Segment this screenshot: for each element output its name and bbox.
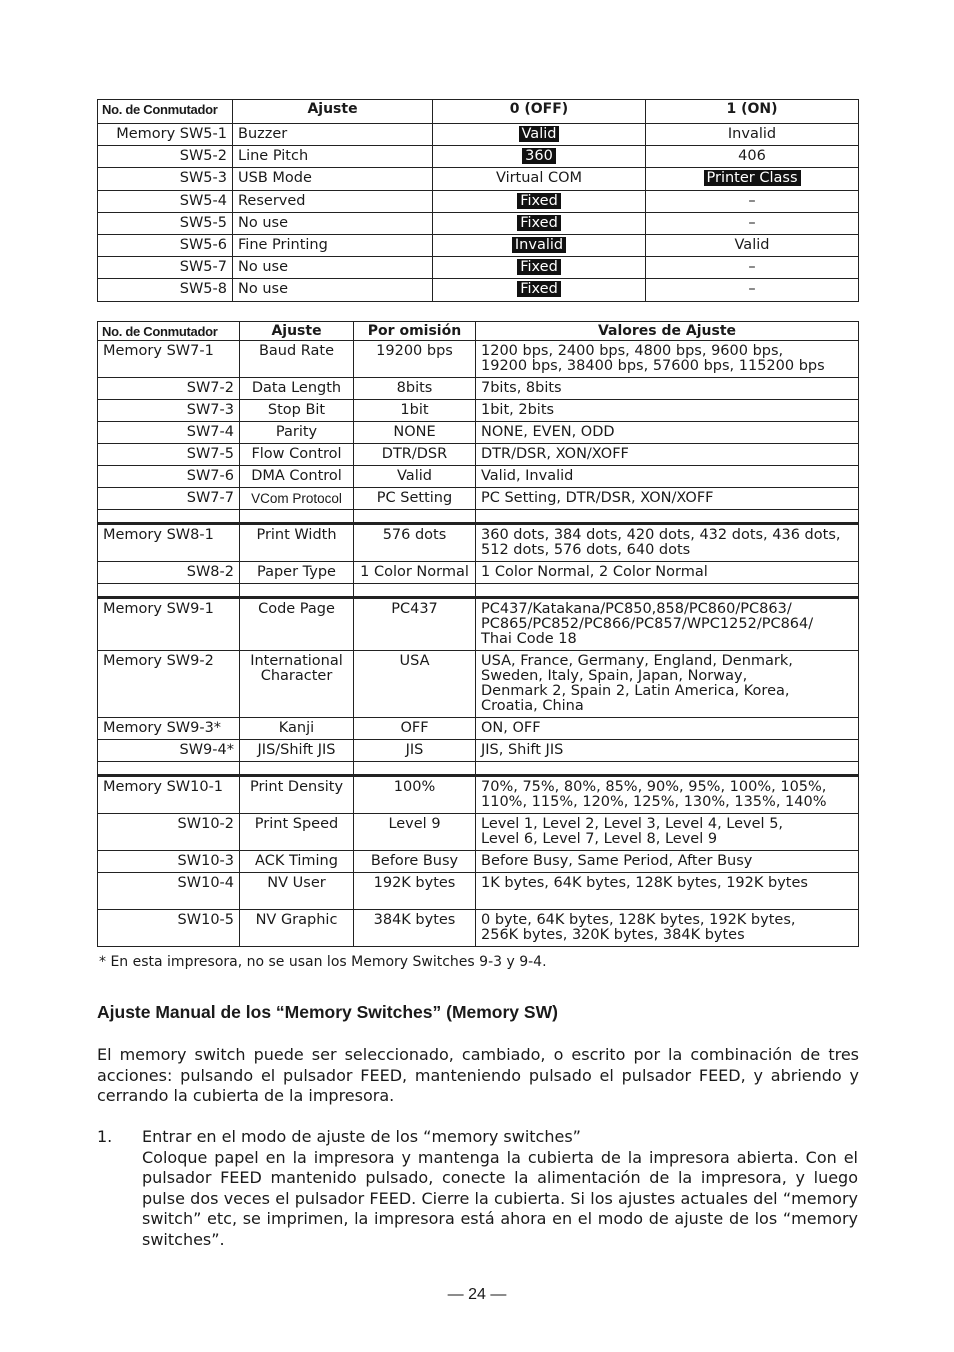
default-cell: 384K bytes <box>354 910 476 947</box>
step-title: Entrar en el modo de ajuste de los “memory switches” <box>142 1127 581 1146</box>
table-row <box>98 814 859 851</box>
default-cell: DTR/DSR <box>354 444 476 466</box>
setting-cell: NV Graphic <box>240 910 354 947</box>
default-cell: 1bit <box>354 400 476 422</box>
memory-sw7-10-table <box>97 321 859 947</box>
switch-cell: SW7-2 <box>98 378 240 400</box>
switch-cell: Memory SW9-3* <box>98 718 240 740</box>
off-cell <box>433 190 646 212</box>
values-line: Denmark 2, Spain 2, Latin America, Korea, <box>481 683 790 699</box>
default-cell: PC Setting <box>354 488 476 510</box>
table-row <box>98 378 859 400</box>
values-line: 110%, 115%, 120%, 125%, 130%, 135%, 140% <box>481 794 827 810</box>
setting-cell: Print Speed <box>240 814 354 851</box>
values-cell <box>476 776 859 814</box>
switch-cell: SW7-4 <box>98 422 240 444</box>
table-row <box>98 851 859 873</box>
values-cell <box>476 422 859 444</box>
default-cell: Level 9 <box>354 814 476 851</box>
setting-cell: No use <box>233 257 433 279</box>
values-line: NONE, EVEN, ODD <box>481 424 615 440</box>
values-line: 1 Color Normal, 2 Color Normal <box>481 564 708 580</box>
off-cell <box>433 146 646 168</box>
off-value: Fixed <box>517 281 561 297</box>
switch-cell: SW5-6 <box>98 234 233 256</box>
values-cell <box>476 341 859 378</box>
header-default: Por omisión <box>354 322 476 341</box>
off-value: Invalid <box>512 237 566 253</box>
group-separator <box>98 762 859 776</box>
table-row <box>98 212 859 234</box>
values-line: Level 1, Level 2, Level 3, Level 4, Level 5, <box>481 816 784 832</box>
setting-cell: Reserved <box>233 190 433 212</box>
header-switch-no: No. de Conmutador <box>98 322 240 341</box>
values-line: JIS, Shift JIS <box>481 742 564 758</box>
values-line: 70%, 75%, 80%, 85%, 90%, 95%, 100%, 105%, <box>481 779 827 795</box>
default-cell: 576 dots <box>354 524 476 562</box>
values-line: PC Setting, DTR/DSR, XON/XOFF <box>481 490 714 506</box>
off-value: Valid <box>519 126 560 142</box>
default-cell: OFF <box>354 718 476 740</box>
off-cell <box>433 212 646 234</box>
setting-cell: Flow Control <box>240 444 354 466</box>
header-switch-no: No. de Conmutador <box>98 100 233 124</box>
off-value: 360 <box>522 148 556 164</box>
setting-cell: USB Mode <box>233 168 433 190</box>
table-row <box>98 562 859 584</box>
on-value: Invalid <box>727 126 777 143</box>
default-cell: Valid <box>354 466 476 488</box>
section-heading: Ajuste Manual de los “Memory Switches” (Memory SW) <box>97 1002 558 1022</box>
setting-cell: No use <box>233 279 433 301</box>
values-cell <box>476 378 859 400</box>
header-values: Valores de Ajuste <box>476 322 859 341</box>
table-row <box>98 524 859 562</box>
off-cell <box>433 279 646 301</box>
table-row <box>98 598 859 651</box>
switch-cell: SW5-5 <box>98 212 233 234</box>
switch-cell: SW7-7 <box>98 488 240 510</box>
default-cell: Before Busy <box>354 851 476 873</box>
values-line: Thai Code 18 <box>481 631 577 647</box>
values-line: 256K bytes, 320K bytes, 384K bytes <box>481 927 745 943</box>
off-value: Fixed <box>517 193 561 209</box>
on-value: – <box>748 259 756 276</box>
step-number: 1. <box>97 1127 113 1146</box>
values-cell <box>476 910 859 947</box>
off-cell <box>433 257 646 279</box>
values-line <box>481 891 853 906</box>
values-line: 360 dots, 384 dots, 420 dots, 432 dots, 436 dots, <box>481 527 841 543</box>
switch-cell: SW5-7 <box>98 257 233 279</box>
setting-cell: DMA Control <box>240 466 354 488</box>
off-cell <box>433 234 646 256</box>
table-row <box>98 488 859 510</box>
values-cell <box>476 400 859 422</box>
on-cell <box>646 168 859 190</box>
values-line: 1200 bps, 2400 bps, 4800 bps, 9600 bps, <box>481 343 784 359</box>
memory-sw5-table <box>97 99 859 302</box>
switch-cell: SW10-5 <box>98 910 240 947</box>
setting-cell: ACK Timing <box>240 851 354 873</box>
values-cell <box>476 598 859 651</box>
setting-cell: Paper Type <box>240 562 354 584</box>
values-line: Level 6, Level 7, Level 8, Level 9 <box>481 831 718 847</box>
on-value: Printer Class <box>704 170 801 186</box>
table-row <box>98 444 859 466</box>
setting-cell: Print Width <box>240 524 354 562</box>
default-cell: 192K bytes <box>354 873 476 910</box>
table-row <box>98 466 859 488</box>
values-cell <box>476 444 859 466</box>
on-value: – <box>748 214 756 231</box>
setting-cell: Stop Bit <box>240 400 354 422</box>
intro-paragraph: El memory switch puede ser seleccionado, cambiado, o escrito por la combinación de tres acciones: pulsando el pulsador FEED, manteniendo pulsado el pulsador FEED, y abriendo y cerrando la cubierta de la impresora. <box>97 1045 859 1105</box>
setting-cell: VCom Protocol <box>240 488 354 510</box>
table-row <box>98 718 859 740</box>
switch-cell: SW8-2 <box>98 562 240 584</box>
values-cell <box>476 488 859 510</box>
switch-cell: SW7-6 <box>98 466 240 488</box>
switch-cell: SW9-4* <box>98 740 240 762</box>
default-cell: 1 Color Normal <box>354 562 476 584</box>
values-line: Before Busy, Same Period, After Busy <box>481 853 753 869</box>
switch-cell: SW10-3 <box>98 851 240 873</box>
values-line: Sweden, Italy, Spain, Japan, Norway, <box>481 668 748 684</box>
values-line: 0 byte, 64K bytes, 128K bytes, 192K bytes, <box>481 912 796 928</box>
off-value: Fixed <box>517 215 561 231</box>
switch-cell: Memory SW7-1 <box>98 341 240 378</box>
on-cell <box>646 212 859 234</box>
setting-cell: Baud Rate <box>240 341 354 378</box>
on-value: – <box>748 192 756 209</box>
values-cell <box>476 651 859 718</box>
switch-cell: SW7-5 <box>98 444 240 466</box>
switch-cell: SW10-4 <box>98 873 240 910</box>
values-line: USA, France, Germany, England, Denmark, <box>481 653 793 669</box>
setting-cell: Print Density <box>240 776 354 814</box>
table-row <box>98 146 859 168</box>
table-row <box>98 234 859 256</box>
values-line: PC865/PC852/PC866/PC857/WPC1252/PC864/ <box>481 616 814 632</box>
table-row <box>98 168 859 190</box>
table-row <box>98 651 859 718</box>
default-cell: 19200 bps <box>354 341 476 378</box>
values-cell <box>476 524 859 562</box>
on-value: – <box>748 281 756 298</box>
on-cell <box>646 279 859 301</box>
values-cell <box>476 718 859 740</box>
on-value: Valid <box>734 237 770 254</box>
setting-cell: Line Pitch <box>233 146 433 168</box>
values-line: 1bit, 2bits <box>481 402 555 418</box>
default-cell: 8bits <box>354 378 476 400</box>
values-line: Valid, Invalid <box>481 468 574 484</box>
default-cell: JIS <box>354 740 476 762</box>
setting-cell: Parity <box>240 422 354 444</box>
switch-cell: SW10-2 <box>98 814 240 851</box>
off-value: Virtual COM <box>495 170 583 187</box>
switch-cell: SW7-3 <box>98 400 240 422</box>
on-cell <box>646 234 859 256</box>
step-1 <box>142 1127 858 1250</box>
values-line: PC437/Katakana/PC850,858/PC860/PC863/ <box>481 601 792 617</box>
on-cell <box>646 190 859 212</box>
table-row <box>98 124 859 146</box>
on-cell <box>646 146 859 168</box>
switch-cell: SW5-8 <box>98 279 233 301</box>
setting-cell: JIS/Shift JIS <box>240 740 354 762</box>
header-setting: Ajuste <box>233 100 433 124</box>
table-row <box>98 422 859 444</box>
setting-cell: Kanji <box>240 718 354 740</box>
footnote: * En esta impresora, no se usan los Memory Switches 9-3 y 9-4. <box>99 954 547 970</box>
setting-cell: Buzzer <box>233 124 433 146</box>
values-cell <box>476 814 859 851</box>
group-separator <box>98 510 859 524</box>
values-cell <box>476 562 859 584</box>
values-line: 19200 bps, 38400 bps, 57600 bps, 115200 bps <box>481 358 825 374</box>
on-cell <box>646 124 859 146</box>
table-row <box>98 910 859 947</box>
header-setting: Ajuste <box>240 322 354 341</box>
switch-cell: Memory SW5-1 <box>98 124 233 146</box>
switch-cell: SW5-3 <box>98 168 233 190</box>
values-line: 512 dots, 576 dots, 640 dots <box>481 542 691 558</box>
default-cell: NONE <box>354 422 476 444</box>
table-row <box>98 740 859 762</box>
table-row <box>98 279 859 301</box>
table-row <box>98 400 859 422</box>
switch-cell: Memory SW10-1 <box>98 776 240 814</box>
table-row <box>98 776 859 814</box>
default-cell: 100% <box>354 776 476 814</box>
table-row <box>98 341 859 378</box>
switch-cell: SW5-4 <box>98 190 233 212</box>
off-value: Fixed <box>517 259 561 275</box>
setting-cell: Fine Printing <box>233 234 433 256</box>
page-number: — 24 — <box>447 1286 507 1303</box>
values-cell <box>476 851 859 873</box>
on-value: 406 <box>738 148 766 165</box>
table-row <box>98 190 859 212</box>
default-cell: USA <box>354 651 476 718</box>
values-line: Croatia, China <box>481 698 584 714</box>
header-off: 0 (OFF) <box>433 100 646 124</box>
step-body: Coloque papel en la impresora y mantenga la cubierta de la impresora abierta. Con el pulsador FEED mantenido pulsado, conecte la alimentación de la impresora, y luego pulse dos veces el pulsador FEED. Cierre la cubierta. Si los ajustes actuales del “memory switch” etc, se imprimen, la impresora está ahora en el modo de ajuste de los “memory switches”. <box>142 1147 858 1249</box>
off-cell <box>433 124 646 146</box>
values-cell <box>476 740 859 762</box>
values-cell <box>476 466 859 488</box>
off-cell <box>433 168 646 190</box>
values-line: 7bits, 8bits <box>481 380 562 396</box>
values-line: 1K bytes, 64K bytes, 128K bytes, 192K bytes <box>481 875 808 891</box>
switch-cell: SW5-2 <box>98 146 233 168</box>
switch-cell: Memory SW8-1 <box>98 524 240 562</box>
table-row <box>98 873 859 910</box>
switch-cell: Memory SW9-2 <box>98 651 240 718</box>
values-line: DTR/DSR, XON/XOFF <box>481 446 629 462</box>
setting-cell: NV User <box>240 873 354 910</box>
switch-cell: Memory SW9-1 <box>98 598 240 651</box>
table-row <box>98 257 859 279</box>
setting-cell: Code Page <box>240 598 354 651</box>
values-line: ON, OFF <box>481 720 541 736</box>
on-cell <box>646 257 859 279</box>
header-on: 1 (ON) <box>646 100 859 124</box>
group-separator <box>98 584 859 598</box>
default-cell: PC437 <box>354 598 476 651</box>
setting-cell: Data Length <box>240 378 354 400</box>
setting-cell: International Character <box>240 651 354 718</box>
setting-cell: No use <box>233 212 433 234</box>
values-cell <box>476 873 859 910</box>
